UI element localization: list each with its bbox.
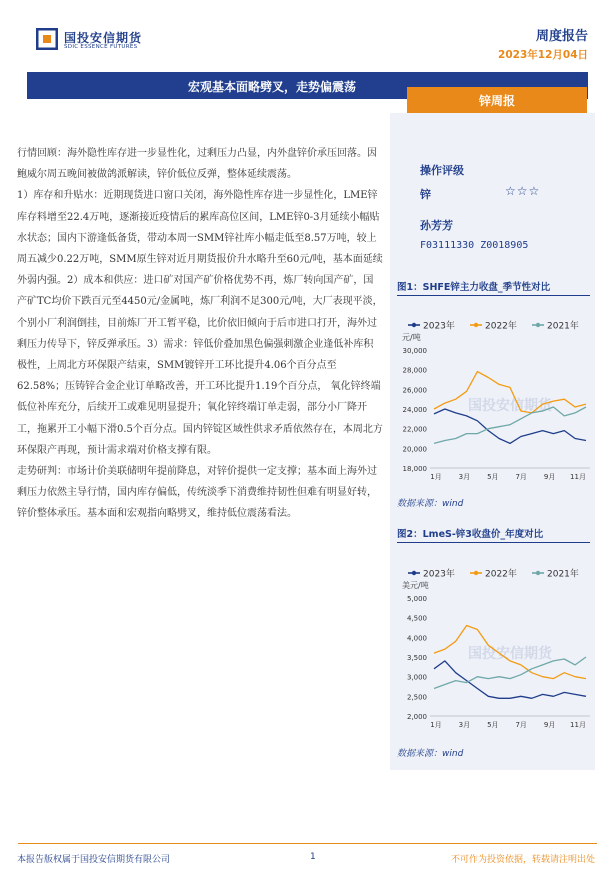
footer-copyright: 本报告版权属于国投安信期货有限公司 xyxy=(17,855,171,865)
figure-2-chart xyxy=(390,548,595,740)
chart-watermark: 国投安信期货 xyxy=(468,398,552,414)
y-axis-label: 美元/吨 xyxy=(402,581,429,590)
y-tick-label: 4,500 xyxy=(406,614,427,623)
y-tick-label: 28,000 xyxy=(402,366,427,375)
figure-1-rule xyxy=(397,295,590,296)
y-tick-label: 24,000 xyxy=(402,406,427,414)
page-number: 1 xyxy=(310,852,316,862)
legend-label: 2022年 xyxy=(485,569,517,580)
y-tick-label: 2,000 xyxy=(406,713,427,721)
legend-label: 2023年 xyxy=(423,321,455,332)
y-tick-label: 20,000 xyxy=(402,445,427,454)
report-body xyxy=(17,143,383,525)
x-tick-label: 5月 xyxy=(487,721,499,729)
figure-2-source: 数据来源：wind xyxy=(397,749,464,759)
y-tick-label: 5,000 xyxy=(406,595,427,603)
x-tick-label: 11月 xyxy=(570,473,586,481)
chart-watermark: 国投安信期货 xyxy=(468,646,552,662)
report-tag-bar xyxy=(407,87,587,113)
x-tick-label: 5月 xyxy=(487,473,499,481)
figure-1-title: 图1：SHFE锌主力收盘_季节性对比 xyxy=(397,282,551,293)
figure-1-source: 数据来源：wind xyxy=(397,499,464,509)
x-tick-label: 3月 xyxy=(458,721,471,729)
legend-item-2 xyxy=(470,320,517,332)
report-date: 2023年12月04日 xyxy=(498,49,588,61)
y-tick-label: 30,000 xyxy=(402,347,427,355)
analyst-id: F03111330 Z0018905 xyxy=(420,240,529,251)
y-tick-label: 4,000 xyxy=(406,634,427,643)
legend-label: 2021年 xyxy=(547,321,579,332)
legend-item-1 xyxy=(408,320,455,332)
figure-2-rule xyxy=(397,542,590,543)
legend-item-3 xyxy=(532,568,579,580)
x-tick-label: 3月 xyxy=(458,473,471,481)
footer-rule xyxy=(18,843,597,844)
legend-item-3 xyxy=(532,320,579,332)
x-tick-label: 7月 xyxy=(515,721,527,729)
paragraph-review: 行情回顾：海外隐性库存进一步显性化，过剩压力凸显，内外盘锌价承压回落。因鲍威尔周五晚间被做鸽派解读，锌价低位反弹，整体延续震荡。 xyxy=(17,148,377,181)
y-tick-label: 3,000 xyxy=(406,673,427,682)
company-name-en: SDIC ESSENCE FUTURES xyxy=(64,44,138,50)
x-tick-label: 9月 xyxy=(543,721,556,729)
rating-label: 操作评级 xyxy=(420,164,464,177)
legend-label: 2023年 xyxy=(423,569,455,580)
report-type: 周度报告 xyxy=(535,29,588,44)
legend-label: 2022年 xyxy=(485,321,517,332)
y-tick-label: 26,000 xyxy=(402,386,427,395)
analyst-name: 孙芳芳 xyxy=(420,219,453,232)
paragraph-outlook: 走势研判：市场计价美联储明年提前降息，对锌价提供一定支撑；基本面上海外过剩压力依然主导行情，国内库存偏低，传统淡季下消费维持韧性但难有明显好转，锌价整体承压。基本面和宏观指向略劈叉，维持低位震荡看法。 xyxy=(17,466,377,520)
paragraph-analysis: 1）库存和升贴水：近期现货进口窗口关闭，海外隐性库存进一步显性化，LME锌库存料增至22.4万吨，逐渐接近疫情后的累库高位区间，LME锌0-3月延续小幅贴水状态；国内下游逢低备货，带动本周一SMM锌社库小幅走低至8.57万吨，较上周五减少0.22万吨，SMM原生锌对近月期货报价升水略升至60元/吨，基本面延续外弱内强。2）成本和供应：进口矿对国产矿价格优势不再，炼厂转向国产矿，国产矿TC均价下跌百元至4450元/金属吨，炼厂利润不足300元/吨，大厂表现平淡，个别小厂利润倒挂，目前炼厂开工暂平稳，比价依旧倾向于后市进口打开，海外过剩压力传导下，锌反弹承压。3）需求：锌低价叠加黑色偏强刺激企业逢低补库积极性，上周北方环保限产结束，SMM镀锌开工环比提升4.06个百分点至62.58%；压铸锌合金企业订单略改善，开工环比提升1.19个百分点， 氧化锌终端低位补库充分，后续开工或难见明显提升；氧化锌终端订单走弱，部分小厂降开工，拖累开工小幅下滑0.5个百分点。国内锌锭区域性供求矛盾依然存在，本周北方环保限产再现，预计需求端对价格支撑有限。 xyxy=(17,190,383,456)
rating-item: 锌 xyxy=(420,188,431,201)
x-tick-label: 11月 xyxy=(570,721,586,729)
company-logo-icon xyxy=(36,28,58,50)
footer-disclaimer: 不可作为投资依据，转载请注明出处 xyxy=(450,855,595,865)
legend-item-1 xyxy=(408,568,455,580)
x-tick-label: 1月 xyxy=(430,473,442,481)
headline: 宏观基本面略劈叉，走势偏震荡 xyxy=(187,80,356,94)
x-tick-label: 7月 xyxy=(515,473,527,481)
y-axis-label: 元/吨 xyxy=(402,333,421,342)
y-tick-label: 18,000 xyxy=(402,465,427,473)
y-tick-label: 2,500 xyxy=(406,693,427,702)
company-name: 国投安信期货 xyxy=(64,31,143,45)
figure-1-chart xyxy=(390,300,595,490)
y-tick-label: 3,500 xyxy=(406,654,427,662)
x-tick-label: 1月 xyxy=(430,721,442,729)
rating-stars: ☆☆☆ xyxy=(505,184,541,198)
legend-item-2 xyxy=(470,568,517,580)
company-logo xyxy=(36,26,156,58)
x-tick-label: 9月 xyxy=(543,473,556,481)
figure-2-title: 图2：LmeS-锌3收盘价_年度对比 xyxy=(397,529,544,540)
y-tick-label: 22,000 xyxy=(402,425,427,434)
report-tag: 锌周报 xyxy=(478,94,515,108)
legend-label: 2021年 xyxy=(547,569,579,580)
series-line-1 xyxy=(434,661,586,698)
